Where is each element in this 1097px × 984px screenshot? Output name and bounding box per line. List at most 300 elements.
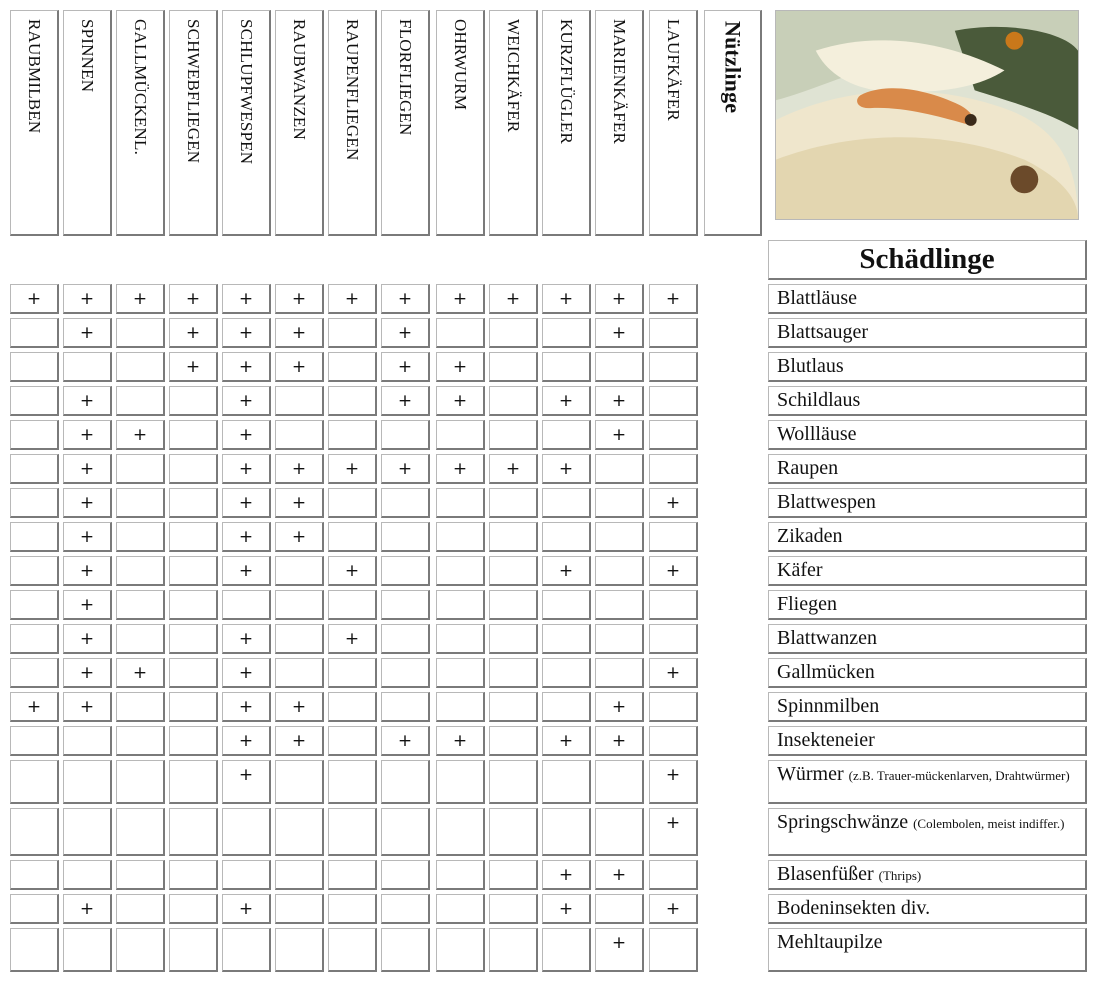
table-cell [63,692,112,722]
pest-name: Zikaden [777,525,843,547]
table-cell [116,894,165,924]
table-cell [649,386,698,416]
table-cell [169,420,218,450]
table-cell [10,808,59,856]
plus-mark: + [611,731,627,751]
table-cell [275,318,324,348]
table-cell [275,454,324,484]
table-cell [116,928,165,972]
table-cell [595,284,644,314]
plus-mark: + [238,765,254,785]
plus-mark: + [291,459,307,479]
table-cell [222,808,271,856]
plus-mark: + [291,731,307,751]
table-cell [489,760,538,804]
table-cell [10,488,59,518]
table-cell [116,488,165,518]
plus-mark: + [238,697,254,717]
column-header [222,10,271,236]
pest-row-label [768,928,1087,972]
table-cell [595,726,644,756]
plus-mark: + [452,731,468,751]
table-cell [489,590,538,620]
table-cell [542,352,591,382]
column-header [542,10,591,236]
plus-mark: + [558,289,574,309]
table-cell [649,420,698,450]
plus-mark: + [558,865,574,885]
table-cell [222,658,271,688]
table-cell [595,808,644,856]
column-label: SCHWEBFLIEGEN [184,19,203,164]
table-cell [436,760,485,804]
plus-mark: + [452,459,468,479]
table-cell [275,386,324,416]
table-cell [649,726,698,756]
column-label: MARIENKÄFER [610,19,629,144]
pests-title: Schädlinge [859,243,995,275]
plus-mark: + [79,899,95,919]
plus-mark: + [397,459,413,479]
table-cell [381,692,430,722]
table-cell [63,420,112,450]
pest-name: Käfer [777,559,823,581]
table-cell [275,928,324,972]
table-cell [328,658,377,688]
table-cell [595,860,644,890]
table-cell [116,386,165,416]
plus-mark: + [558,391,574,411]
plus-mark: + [79,391,95,411]
table-cell [489,726,538,756]
table-cell [489,488,538,518]
pest-name: Blattwespen [777,491,876,513]
table-cell [595,928,644,972]
table-cell [328,386,377,416]
column-label: SCHLUPFWESPEN [237,19,256,165]
pest-row-label [768,726,1087,756]
table-cell [436,352,485,382]
table-cell [542,726,591,756]
table-cell [63,522,112,552]
table-cell [222,860,271,890]
pest-name: Blutlaus [777,355,844,377]
table-cell [381,658,430,688]
table-cell [595,658,644,688]
pest-name: Fliegen [777,593,837,615]
table-cell [381,860,430,890]
column-label: GALLMÜCKENL. [131,19,150,156]
table-cell [169,860,218,890]
table-cell [10,284,59,314]
table-cell [489,658,538,688]
table-cell [436,420,485,450]
plus-mark: + [132,289,148,309]
table-cell [328,522,377,552]
table-cell [10,726,59,756]
table-cell [275,488,324,518]
table-cell [542,556,591,586]
table-cell [489,352,538,382]
table-cell [542,590,591,620]
table-cell [436,386,485,416]
plus-mark: + [611,697,627,717]
pest-row-label [768,454,1087,484]
table-cell [63,318,112,348]
table-cell [381,454,430,484]
table-cell [116,352,165,382]
table-cell [275,894,324,924]
plus-mark: + [397,731,413,751]
pest-name: Blasenfüßer [777,863,874,885]
table-cell [649,522,698,552]
pest-row-label [768,318,1087,348]
plus-mark: + [79,527,95,547]
table-cell [595,590,644,620]
plus-mark: + [79,493,95,513]
pests-header [768,240,1087,280]
column-header [116,10,165,236]
table-cell [381,808,430,856]
pest-name: Bodeninsekten div. [777,897,931,919]
table-cell [275,726,324,756]
table-cell [489,318,538,348]
pest-note: (z.B. Trauer-mückenlarven, Drahtwürmer) [848,768,1070,783]
table-cell [10,386,59,416]
table-cell [542,386,591,416]
table-cell [649,894,698,924]
table-cell [116,420,165,450]
table-cell [10,318,59,348]
plus-mark: + [238,391,254,411]
column-label: OHRWURM [451,19,470,111]
table-cell [63,726,112,756]
table-cell [381,624,430,654]
plus-mark: + [397,323,413,343]
table-cell [275,420,324,450]
table-cell [489,894,538,924]
column-header [10,10,59,236]
plus-mark: + [344,629,360,649]
table-cell [542,658,591,688]
table-cell [595,522,644,552]
table-cell [436,318,485,348]
table-cell [649,556,698,586]
table-cell [275,760,324,804]
table-cell [436,894,485,924]
plus-mark: + [132,425,148,445]
pest-name: Schildlaus [777,389,861,411]
table-cell [169,928,218,972]
pest-name: Wollläuse [777,423,857,445]
column-header [275,10,324,236]
pest-row-label [768,284,1087,314]
table-cell [116,860,165,890]
table-cell [10,658,59,688]
table-cell [328,454,377,484]
table-cell [63,860,112,890]
table-cell [649,454,698,484]
plus-mark: + [79,425,95,445]
table-cell [275,522,324,552]
pest-name: Springschwänze [777,811,909,833]
table-cell [63,352,112,382]
table-cell [436,590,485,620]
table-cell [489,692,538,722]
table-cell [169,454,218,484]
table-cell [436,624,485,654]
table-cell [275,284,324,314]
table-cell [222,386,271,416]
table-cell [649,284,698,314]
plus-mark: + [291,697,307,717]
table-cell [222,692,271,722]
table-cell [328,624,377,654]
table-cell [63,624,112,654]
plus-mark: + [665,561,681,581]
beneficials-header [704,10,762,236]
table-cell [222,590,271,620]
plus-mark: + [505,459,521,479]
table-cell [10,352,59,382]
table-cell [116,284,165,314]
plus-mark: + [452,289,468,309]
plus-mark: + [26,697,42,717]
table-cell [275,692,324,722]
table-cell [63,590,112,620]
table-cell [436,692,485,722]
plus-mark: + [397,391,413,411]
plus-mark: + [291,323,307,343]
plus-mark: + [238,357,254,377]
table-cell [169,318,218,348]
table-cell [542,808,591,856]
table-cell [649,860,698,890]
table-cell [328,928,377,972]
pest-row-label [768,760,1087,804]
plus-mark: + [558,731,574,751]
table-cell [328,318,377,348]
pest-name: Raupen [777,457,839,479]
pest-row-label [768,624,1087,654]
table-cell [381,760,430,804]
table-cell [10,624,59,654]
table-cell [63,386,112,416]
pest-row-label [768,590,1087,620]
table-cell [542,284,591,314]
table-cell [63,760,112,804]
plus-mark: + [665,289,681,309]
table-cell [381,726,430,756]
table-cell [10,860,59,890]
pest-note: (Thrips) [878,868,922,883]
table-cell [10,522,59,552]
table-cell [116,318,165,348]
larva-photo [775,10,1079,220]
table-cell [169,726,218,756]
table-cell [116,556,165,586]
plus-mark: + [665,663,681,683]
table-cell [63,488,112,518]
plus-mark: + [665,493,681,513]
plus-mark: + [291,357,307,377]
pest-row-label [768,522,1087,552]
plus-mark: + [452,357,468,377]
plus-mark: + [611,865,627,885]
table-cell [542,454,591,484]
table-cell [436,284,485,314]
table-cell [222,454,271,484]
table-cell [169,522,218,552]
pest-row-label [768,352,1087,382]
pest-row-label [768,386,1087,416]
table-cell [275,556,324,586]
pest-name: Gallmücken [777,661,875,683]
table-cell [649,590,698,620]
column-label: KURZFLÜGLER [557,19,576,144]
table-cell [169,386,218,416]
plus-mark: + [611,289,627,309]
table-cell [489,522,538,552]
table-cell [222,352,271,382]
table-cell [436,726,485,756]
table-cell [542,624,591,654]
table-cell [436,488,485,518]
table-cell [10,454,59,484]
plus-mark: + [665,899,681,919]
table-cell [116,624,165,654]
table-cell [328,284,377,314]
table-cell [381,590,430,620]
table-cell [328,860,377,890]
table-cell [116,760,165,804]
table-cell [328,692,377,722]
table-cell [542,692,591,722]
plus-mark: + [238,323,254,343]
plus-mark: + [238,493,254,513]
table-cell [381,352,430,382]
table-cell [489,624,538,654]
table-cell [169,284,218,314]
plus-mark: + [665,813,681,833]
table-cell [116,692,165,722]
pest-row-label [768,894,1087,924]
plus-mark: + [344,289,360,309]
table-cell [10,590,59,620]
table-cell [649,352,698,382]
plus-mark: + [344,459,360,479]
table-cell [10,928,59,972]
pest-row-label [768,556,1087,586]
table-cell [436,454,485,484]
table-cell [489,284,538,314]
column-label: FLORFLIEGEN [396,19,415,136]
table-cell [275,352,324,382]
pest-name: Mehltaupilze [777,931,883,953]
table-cell [169,488,218,518]
pest-name: Blattwanzen [777,627,877,649]
table-cell [595,352,644,382]
table-cell [381,522,430,552]
plus-mark: + [558,561,574,581]
table-cell [381,928,430,972]
column-header [595,10,644,236]
table-cell [595,454,644,484]
plus-mark: + [291,527,307,547]
table-cell [489,386,538,416]
column-header [63,10,112,236]
pest-name: Blattläuse [777,287,857,309]
table-cell [116,590,165,620]
pest-row-label [768,658,1087,688]
table-cell [169,352,218,382]
plus-mark: + [26,289,42,309]
table-cell [542,894,591,924]
table-cell [381,318,430,348]
plus-mark: + [185,357,201,377]
plus-mark: + [344,561,360,581]
plus-mark: + [79,459,95,479]
pest-row-label [768,808,1087,856]
plus-mark: + [79,629,95,649]
pest-name: Insekteneier [777,729,875,751]
table-cell [542,860,591,890]
plus-mark: + [611,323,627,343]
table-cell [63,658,112,688]
table-cell [10,760,59,804]
plus-mark: + [185,289,201,309]
table-cell [63,808,112,856]
table-cell [169,624,218,654]
table-cell [436,556,485,586]
table-cell [436,658,485,688]
table-cell [595,318,644,348]
table-cell [489,860,538,890]
table-cell [63,284,112,314]
table-cell [542,488,591,518]
table-cell [649,488,698,518]
table-cell [542,760,591,804]
column-label: RAUBMILBEN [25,19,44,134]
pest-name: Würmer [777,763,844,785]
table-cell [222,624,271,654]
plus-mark: + [611,933,627,953]
column-label: RAUPENFLIEGEN [343,19,362,161]
plus-mark: + [185,323,201,343]
plus-mark: + [452,391,468,411]
table-cell [116,522,165,552]
column-header [436,10,485,236]
plus-mark: + [611,425,627,445]
plus-mark: + [558,899,574,919]
table-cell [595,420,644,450]
plus-mark: + [397,289,413,309]
table-cell [222,318,271,348]
plus-mark: + [238,899,254,919]
table-cell [275,590,324,620]
pest-row-label [768,860,1087,890]
plus-mark: + [79,323,95,343]
table-cell [649,760,698,804]
table-cell [595,692,644,722]
table-cell [489,420,538,450]
table-cell [222,928,271,972]
table-cell [63,454,112,484]
table-cell [381,488,430,518]
table-cell [169,590,218,620]
table-cell [10,420,59,450]
table-cell [222,760,271,804]
